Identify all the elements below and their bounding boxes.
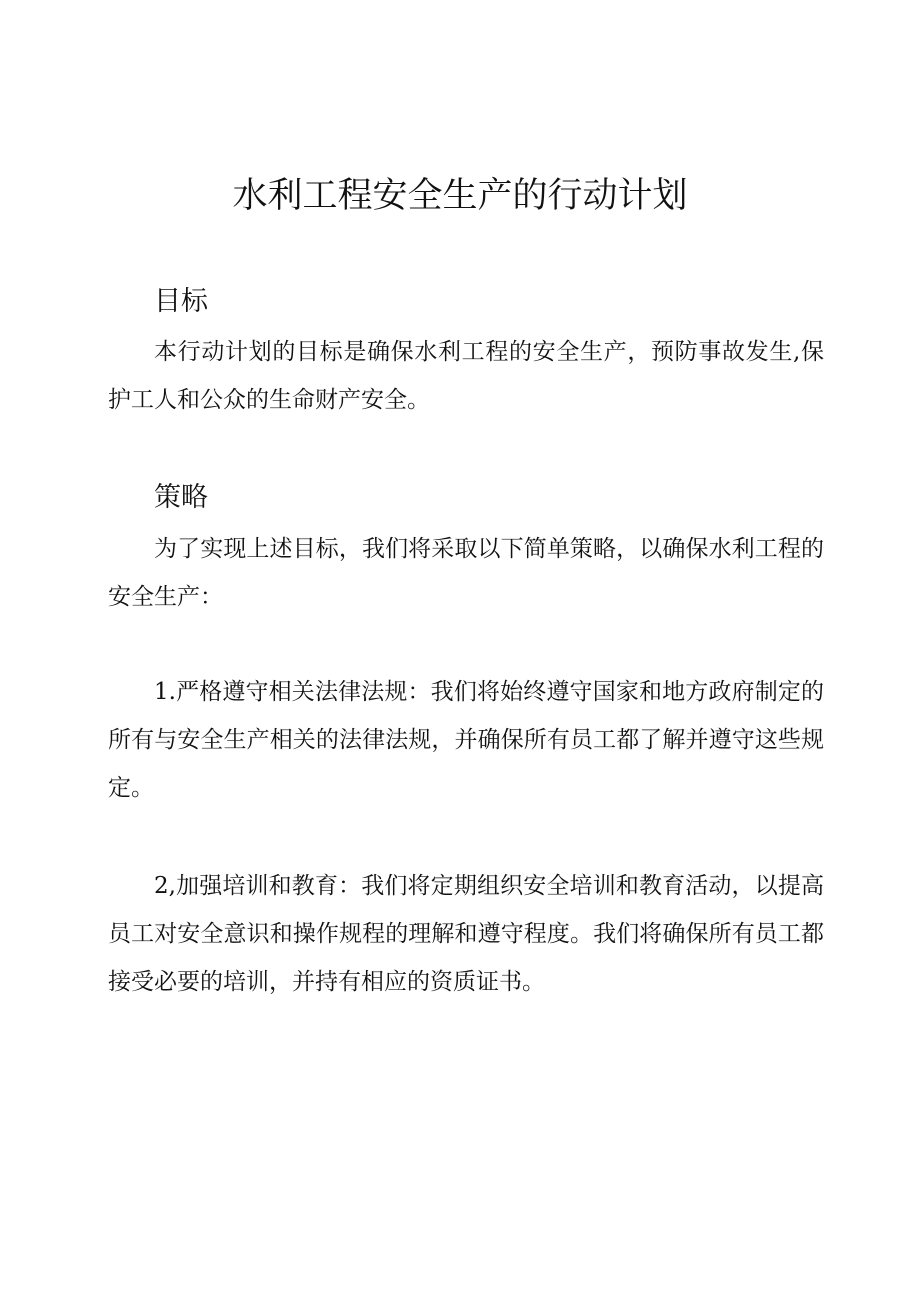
strategy-intro-paragraph: 为了实现上述目标，我们将采取以下简单策略，以确保水利工程的安全生产： (108, 536, 824, 610)
section-heading-goal: 目标 (154, 286, 208, 317)
section-heading-strategy: 策略 (154, 482, 208, 513)
strategy-item-1-paragraph: 1.严格遵守相关法律法规：我们将始终遵守国家和地方政府制定的所有与安全生产相关的法律法规，并确保所有员工都了解并遵守这些规定。 (108, 679, 824, 801)
strategy-item-2-paragraph: 2,加强培训和教育：我们将定期组织安全培训和教育活动，以提高员工对安全意识和操作规程的理解和遵守程度。我们将确保所有员工都接受必要的培训，并持有相应的资质证书。 (108, 873, 824, 995)
goal-paragraph: 本行动计划的目标是确保水利工程的安全生产，预防事故发生,保护工人和公众的生命财产安全。 (108, 339, 824, 413)
document-title: 水利工程安全生产的行动计划 (232, 176, 688, 216)
